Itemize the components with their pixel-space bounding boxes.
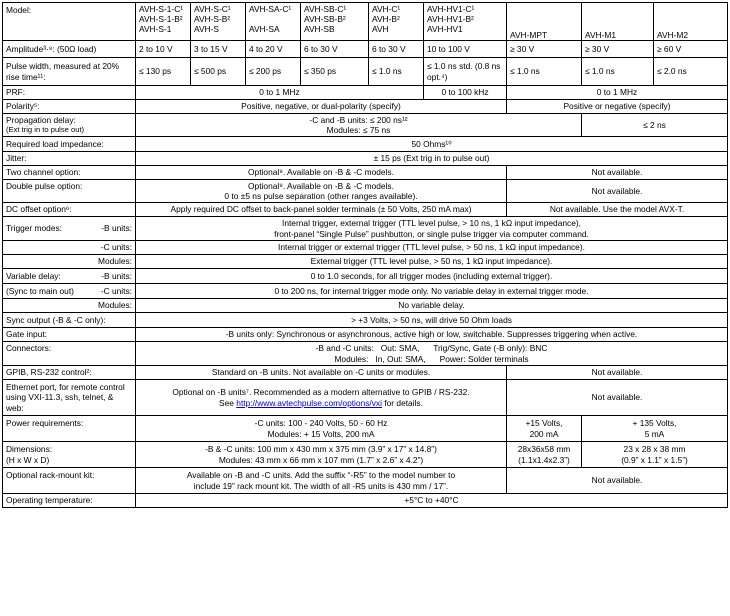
model-cell: AVH-HV1-C¹ AVH-HV1-B² AVH-HV1 xyxy=(424,3,507,41)
ethernet-label: Ethernet port, for remote control using VXI-11.3, ssh, telnet, & web: xyxy=(3,380,136,416)
load-impedance-row xyxy=(3,137,728,152)
model-cell: AVH-MPT xyxy=(507,3,582,41)
variable-delay-modules-label: Modules: xyxy=(3,299,136,313)
model-cell: AVH-SB-C¹ AVH-SB-B² AVH-SB xyxy=(301,3,369,41)
pulse-width-value: ≤ 200 ps xyxy=(246,58,301,86)
rack-value-modules: Not available. xyxy=(507,468,728,494)
pulse-width-value: ≤ 1.0 ns xyxy=(507,58,582,86)
dimensions-value: -B & -C units: 100 mm x 430 mm x 375 mm (3.9” x 17” x 14.8”) Modules: 43 mm x 66 mm x 107 mm (1.7” x 2.6” x 4.2”) xyxy=(136,442,507,468)
pulse-width-value: ≤ 2.0 ns xyxy=(654,58,728,86)
gate-input-value: -B units only: Synchronous or asynchronous, active high or low, switchable. Suppresses triggering when active. xyxy=(136,328,728,342)
amplitude-value: 3 to 15 V xyxy=(191,41,246,58)
power-label: Power requirements: xyxy=(3,416,136,442)
amplitude-row xyxy=(3,41,728,58)
jitter-row xyxy=(3,152,728,166)
gate-input-row xyxy=(3,328,728,342)
pulse-width-value: ≤ 1.0 ns std. (0.8 ns opt.⁴) xyxy=(424,58,507,86)
power-value-mpt: +15 Volts, 200 mA xyxy=(507,416,582,442)
variable-delay-modules-row xyxy=(3,299,728,313)
ethernet-value-modules: Not available. xyxy=(507,380,728,416)
double-pulse-value: Optional⁹. Available on -B & -C models. 0 to ±5 ns pulse separation (other ranges available). xyxy=(136,180,507,203)
dc-offset-value: Apply required DC offset to back-panel solder terminals (± 50 Volts, 250 mA max) xyxy=(136,203,507,217)
pulse-width-label: Pulse width, measured at 20% rise time¹¹: xyxy=(3,58,136,86)
temperature-row xyxy=(3,494,728,508)
prf-label: PRF: xyxy=(3,86,136,100)
model-cell: AVH-S-1-C¹ AVH-S-1-B² AVH-S-1 xyxy=(136,3,191,41)
dimensions-label: Dimensions: (H x W x D) xyxy=(3,442,136,468)
polarity-value: Positive, negative, or dual-polarity (specify) xyxy=(136,100,507,114)
sync-output-row xyxy=(3,313,728,328)
two-channel-label: Two channel option: xyxy=(3,166,136,180)
temperature-label: Operating temperature: xyxy=(3,494,136,508)
amplitude-value: ≥ 30 V xyxy=(582,41,654,58)
gpib-row xyxy=(3,366,728,380)
model-label: Model: xyxy=(3,3,136,41)
propagation-value: -C and -B units: ≤ 200 ns¹² Modules: ≤ 75 ns xyxy=(136,114,582,137)
double-pulse-value-modules: Not available. xyxy=(507,180,728,203)
sync-output-label: Sync output (-B & -C only): xyxy=(3,313,136,328)
two-channel-value-modules: Not available. xyxy=(507,166,728,180)
load-impedance-label: Required load impedance: xyxy=(3,137,136,152)
amplitude-value: 6 to 30 V xyxy=(301,41,369,58)
amplitude-value: 4 to 20 V xyxy=(246,41,301,58)
connectors-value: -B and -C units: Out: SMA, Trig/Sync, Gate (-B only): BNC Modules: In, Out: SMA, Power: Solder terminals xyxy=(136,342,728,366)
trigger-modules-row xyxy=(3,255,728,269)
pulse-width-value: ≤ 500 ps xyxy=(191,58,246,86)
polarity-label: Polarity⁵: xyxy=(3,100,136,114)
model-cell: AVH-S-C¹ AVH-S-B² AVH-S xyxy=(191,3,246,41)
variable-delay-modules-value: No variable delay. xyxy=(136,299,728,313)
propagation-value-modules: ≤ 2 ns xyxy=(582,114,728,137)
double-pulse-label: Double pulse option: xyxy=(3,180,136,203)
power-row xyxy=(3,416,728,442)
trigger-b-row xyxy=(3,217,728,241)
variable-delay-b-row xyxy=(3,269,728,284)
two-channel-value: Optional⁹. Available on -B & -C models. xyxy=(136,166,507,180)
pulse-width-value: ≤ 1.0 ns xyxy=(369,58,424,86)
amplitude-value: ≥ 60 V xyxy=(654,41,728,58)
propagation-label: Propagation delay: (Ext trig in to pulse out) xyxy=(3,114,136,137)
two-channel-row xyxy=(3,166,728,180)
gpib-value: Standard on -B units. Not available on -C units or modules. xyxy=(136,366,507,380)
rack-value: Available on -B and -C units. Add the suffix “-R5” to the model number to include 19” rack mount kit. The width of all -R5 units is 430 mm / 17”. xyxy=(136,468,507,494)
gate-input-label: Gate input: xyxy=(3,328,136,342)
gpib-label: GPIB, RS-232 control²: xyxy=(3,366,136,380)
connectors-label: Connectors: xyxy=(3,342,136,366)
polarity-row xyxy=(3,100,728,114)
amplitude-value: 10 to 100 V xyxy=(424,41,507,58)
prf-value-modules: 0 to 1 MHz xyxy=(507,86,728,100)
ethernet-row xyxy=(3,380,728,416)
specifications-table xyxy=(2,2,728,508)
dc-offset-value-modules: Not available. Use the model AVX-T. xyxy=(507,203,728,217)
prf-value: 0 to 1 MHz xyxy=(136,86,424,100)
variable-delay-b-value: 0 to 1.0 seconds, for all trigger modes (including external trigger). xyxy=(136,269,728,284)
pulse-width-row xyxy=(3,58,728,86)
connectors-row xyxy=(3,342,728,366)
amplitude-value: 2 to 10 V xyxy=(136,41,191,58)
dc-offset-label: DC offset option⁶: xyxy=(3,203,136,217)
dimensions-value-mpt: 28x36x58 mm (1.1x1.4x2.3”) xyxy=(507,442,582,468)
model-cell: AVH-SA-C¹ AVH-SA xyxy=(246,3,301,41)
model-cell: AVH-M1 xyxy=(582,3,654,41)
variable-delay-c-label: (Sync to main out) -C units: xyxy=(3,284,136,299)
amplitude-label: Amplitude³·⁸: (50Ω load) xyxy=(3,41,136,58)
double-pulse-row xyxy=(3,180,728,203)
amplitude-value: ≥ 30 V xyxy=(507,41,582,58)
power-value: -C units: 100 - 240 Volts, 50 - 60 Hz Modules: + 15 Volts, 200 mA xyxy=(136,416,507,442)
variable-delay-c-value: 0 to 200 ns, for internal trigger mode only. No variable delay in external trigger mode. xyxy=(136,284,728,299)
variable-delay-c-row xyxy=(3,284,728,299)
variable-delay-label: Variable delay: -B units: xyxy=(3,269,136,284)
propagation-row xyxy=(3,114,728,137)
gpib-value-modules: Not available. xyxy=(507,366,728,380)
dc-offset-row xyxy=(3,203,728,217)
trigger-modules-value: External trigger (TTL level pulse, > 50 ns, 1 kΩ input impedance). xyxy=(136,255,728,269)
dimensions-row xyxy=(3,442,728,468)
trigger-b-value: Internal trigger, external trigger (TTL level pulse, > 10 ns, 1 kΩ input impedance), front-panel “Single Pulse” pushbutton, or single pulse trigger via computer command. xyxy=(136,217,728,241)
model-cell: AVH-M2 xyxy=(654,3,728,41)
trigger-c-value: Internal trigger or external trigger (TTL level pulse, > 50 ns, 1 kΩ input impedance). xyxy=(136,241,728,255)
model-cell: AVH-C¹ AVH-B² AVH xyxy=(369,3,424,41)
trigger-c-row xyxy=(3,241,728,255)
trigger-modules-label: Modules: xyxy=(3,255,136,269)
pulse-width-value: ≤ 130 ps xyxy=(136,58,191,86)
temperature-value: +5°C to +40°C xyxy=(136,494,728,508)
amplitude-value: 6 to 30 V xyxy=(369,41,424,58)
prf-row xyxy=(3,86,728,100)
model-row xyxy=(3,3,728,41)
sync-output-value: > +3 Volts, > 50 ns, will drive 50 Ohm loads xyxy=(136,313,728,328)
prf-value-hv1: 0 to 100 kHz xyxy=(424,86,507,100)
vxi-options-link[interactable]: http://www.avtechpulse.com/options/vxi xyxy=(236,397,382,408)
trigger-label: Trigger modes: -B units: xyxy=(3,217,136,241)
polarity-value-modules: Positive or negative (specify) xyxy=(507,100,728,114)
load-impedance-value: 50 Ohms¹⁰ xyxy=(136,137,728,152)
power-value-m: + 135 Volts, 5 mA xyxy=(582,416,728,442)
jitter-label: Jitter: xyxy=(3,152,136,166)
jitter-value: ± 15 ps (Ext trig in to pulse out) xyxy=(136,152,728,166)
rack-row xyxy=(3,468,728,494)
trigger-c-label: -C units: xyxy=(3,241,136,255)
rack-label: Optional rack-mount kit: xyxy=(3,468,136,494)
ethernet-value: Optional on -B units⁷. Recommended as a modern alternative to GPIB / RS-232. See http://www.avtechpulse.com/options/vxi for details. xyxy=(136,380,507,416)
dimensions-value-m: 23 x 28 x 38 mm (0.9” x 1.1” x 1.5”) xyxy=(582,442,728,468)
pulse-width-value: ≤ 350 ps xyxy=(301,58,369,86)
pulse-width-value: ≤ 1.0 ns xyxy=(582,58,654,86)
